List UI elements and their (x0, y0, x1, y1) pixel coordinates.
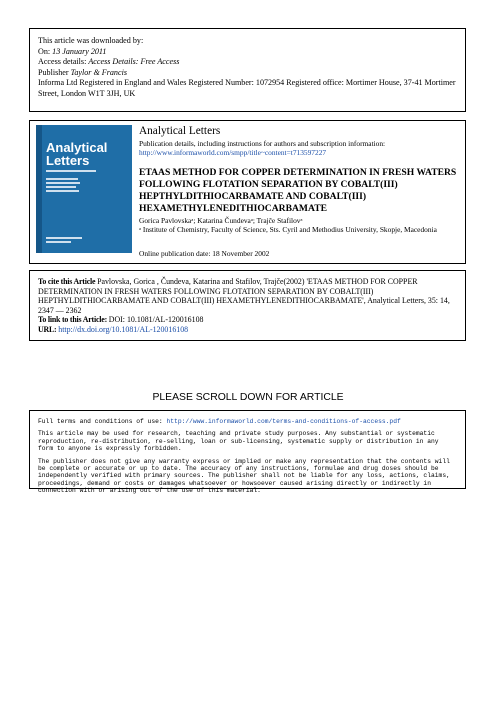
full-terms-line: Full terms and conditions of use: http://www.informaworld.com/terms-and-conditions-of-access.pdf (38, 418, 401, 425)
download-date: 13 January 2011 (52, 46, 107, 56)
article-url-link[interactable]: http://dx.doi.org/10.1081/AL-120016108 (58, 324, 189, 334)
online-publication-date: Online publication date: 18 November 2002 (139, 249, 270, 258)
author-affiliation: ᵃ Institute of Chemistry, Faculty of Science, Sts. Cyril and Methodius University, Skopje, Macedonia (139, 225, 437, 234)
citation-box (29, 270, 466, 341)
article-doi: DOI: 10.1081/AL-120016108 (108, 315, 204, 324)
download-heading: This article was downloaded by: (38, 36, 144, 45)
doi-line: To link to this Article: DOI: 10.1081/AL-120016108 (38, 315, 204, 324)
citation-text: To cite this Article Pavlovska, Gorica , Čundeva, Katarina and Stafilov, Trajče(2002) 'ETAAS METHOD FOR COPPER DETERMINATION IN FRESH WATERS FOLLOWING FLOTATION SEPARATION BY COBALT(III) HEPTHYLDITHIOCARBAMATE AND COBALT(III) HEXAMETHYLENEDITHIOCARBAMATE', Analytical Letters, 35: 14, 2347 — 2362 (38, 277, 450, 315)
article-details (139, 125, 461, 258)
scroll-down-notice: PLEASE SCROLL DOWN FOR ARTICLE (152, 392, 344, 403)
journal-title: Analytical Letters (139, 125, 221, 137)
terms-box (29, 410, 466, 495)
article-authors: Gorica Pavlovskaᵃ; Katarina Čundevaᵃ; Trajče Stafilovᵃ (139, 216, 303, 225)
publisher-line: Publisher Taylor & Francis (38, 67, 127, 77)
article-info-box (29, 120, 466, 264)
download-date-line: On: 13 January 2011 (38, 46, 107, 56)
terms-url-link[interactable]: http://www.informaworld.com/terms-and-conditions-of-access.pdf (166, 418, 401, 425)
url-line: URL: http://dx.doi.org/10.1081/AL-120016108 (38, 324, 189, 334)
registration-text: Informa Ltd Registered in England and Wales Registered Number: 1072954 Registered office: Mortimer House, 37-41 Mortimer Street, London W1T 3JH, UK (38, 78, 456, 98)
article-title: ETAAS METHOD FOR COPPER DETERMINATION IN FRESH WATERS FOLLOWING FLOTATION SEPARATION BY COBALT(III) HEPTHYLDITHIOCARBAMATE AND COBALT(III) HEXAMETHYLENEDITHIOCARBAMATE (139, 167, 457, 214)
cover-title: Analytical Letters (46, 140, 108, 168)
access-details-value: Access Details: Free Access (88, 57, 180, 67)
journal-cover-image (36, 125, 132, 253)
publication-details: Publication details, including instructions for authors and subscription information: (139, 139, 386, 148)
journal-url-link[interactable]: http://www.informaworld.com/smpp/title~content=t713597227 (139, 148, 327, 157)
publisher-name: Taylor & Francis (70, 67, 127, 77)
download-info-box (29, 28, 466, 112)
usage-terms-paragraph: This article may be used for research, teaching and private study purposes. Any substantial or systematic reproduction, re-distribution, re-selling, loan or sub-licensing, systematic supply or distribution in any form to anyone is expressly forbidden. (38, 430, 439, 453)
access-details-line: Access details: Access Details: Free Access (38, 57, 180, 67)
disclaimer-paragraph: The publisher does not give any warranty express or implied or make any representation that the contents will be complete or accurate or up to date. The accuracy of any instructions, formulae and drug doses should be independently verified with primary sources. The publisher shall not be liable for any loss, actions, claims, proceedings, demand or costs or damages whatsoever or howsoever caused arising directly or indirectly in connection with or arising out of the use of this material. (38, 457, 450, 495)
